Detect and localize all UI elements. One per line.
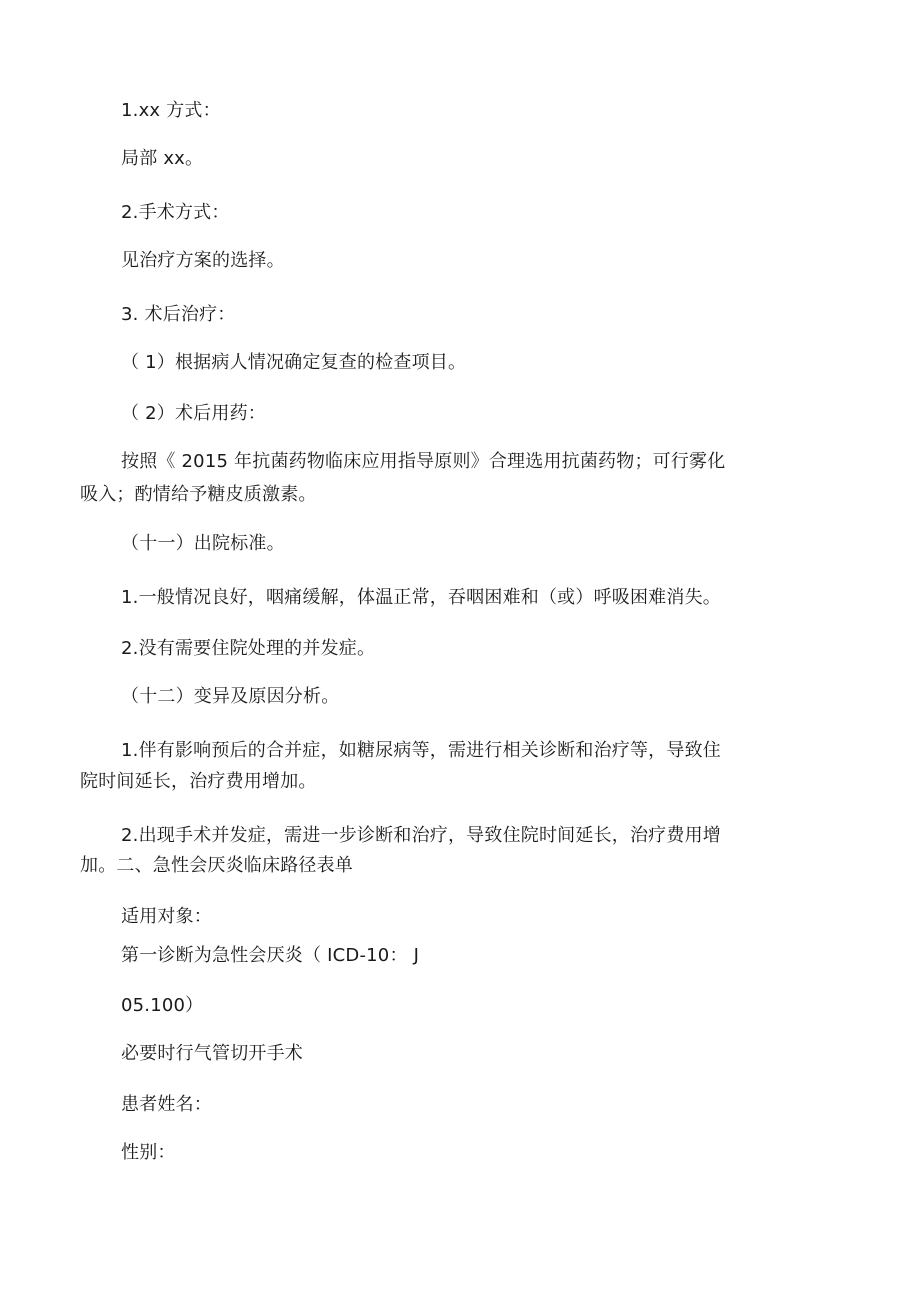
text-line-19: 第一诊断为急性会厌炎（ ICD-10： J	[121, 945, 420, 966]
text-line-11: 1.一般情况良好，咽痛缓解，体温正常，吞咽困难和（或）呼吸困难消失。	[121, 587, 721, 608]
text-line-21: 必要时行气管切开手术	[121, 1043, 303, 1064]
text-line-6: （ 1）根据病人情况确定复查的检查项目。	[121, 352, 467, 373]
text-line-2: 局部 xx。	[121, 148, 204, 169]
text-line-13: （十二）变异及原因分析。	[121, 686, 340, 707]
text-line-8: 按照《 2015 年抗菌药物临床应用指导原则》合理选用抗菌药物；可行雾化	[121, 451, 726, 472]
text-line-4: 见治疗方案的选择。	[121, 250, 285, 271]
text-line-9: 吸入；酌情给予糖皮质激素。	[80, 484, 317, 505]
text-line-16: 2.出现手术并发症，需进一步诊断和治疗，导致住院时间延长，治疗费用增	[121, 825, 721, 846]
text-line-20: 05.100）	[121, 995, 204, 1016]
text-line-22: 患者姓名：	[121, 1094, 212, 1115]
text-line-14: 1.伴有影响预后的合并症，如糖尿病等，需进行相关诊断和治疗等，导致住	[121, 740, 721, 761]
text-line-18: 适用对象：	[121, 906, 212, 927]
text-line-7: （ 2）术后用药：	[121, 403, 266, 424]
text-line-5: 3. 术后治疗：	[121, 304, 236, 325]
text-line-3: 2.手术方式：	[121, 202, 230, 223]
text-line-17: 加。二、急性会厌炎临床路径表单	[80, 855, 353, 876]
text-line-1: 1.xx 方式：	[121, 100, 221, 121]
text-line-12: 2.没有需要住院处理的并发症。	[121, 638, 376, 659]
text-line-15: 院时间延长，治疗费用增加。	[80, 771, 317, 792]
text-line-23: 性别：	[121, 1142, 176, 1163]
text-line-10: （十一）出院标准。	[121, 533, 285, 554]
